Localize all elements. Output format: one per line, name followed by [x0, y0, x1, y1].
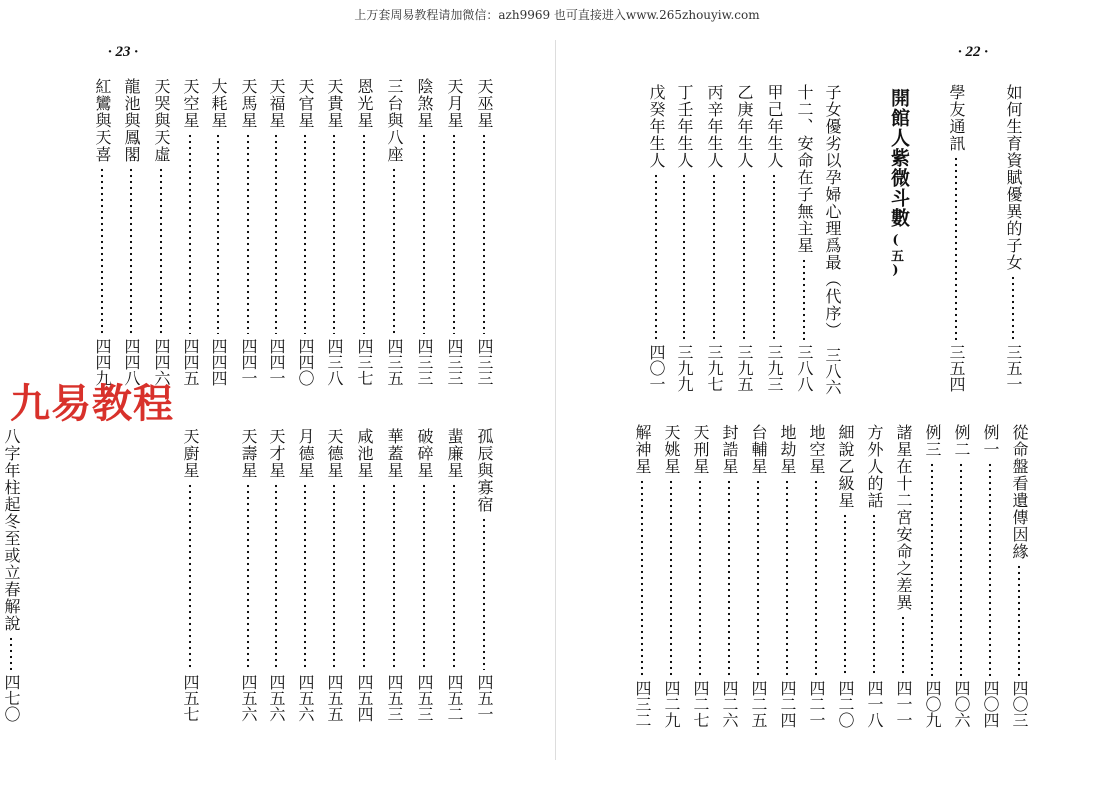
toc-leader-dots	[247, 133, 249, 334]
toc-entry-page: 三五一	[1004, 344, 1023, 392]
toc-entry-title: 地劫星	[778, 424, 797, 475]
toc-leader-dots	[713, 173, 715, 340]
toc-leader-dots	[773, 173, 775, 340]
toc-leader-dots	[786, 479, 788, 676]
toc-entry-title: 月德星	[296, 428, 315, 479]
toc-entry-title: 天官星	[296, 78, 315, 129]
toc-entry-page: 四三三	[445, 338, 464, 386]
toc-leader-dots	[902, 615, 904, 676]
toc-entry-page: 四四一	[267, 338, 286, 386]
toc-leader-dots	[275, 133, 277, 334]
toc-entry	[660, 424, 682, 728]
toc-entry-title: 台輔星	[749, 424, 768, 475]
toc-entry	[473, 78, 495, 386]
toc-entry-page: 四三七	[355, 338, 374, 386]
toc-entry	[443, 428, 465, 722]
toc-leader-dots	[393, 167, 395, 334]
toc-entry	[979, 424, 1001, 728]
toc-entry-title: 天貴星	[325, 78, 344, 129]
toc-entry	[733, 84, 755, 392]
toc-entry-page: 四四八	[122, 338, 141, 386]
toc-entry	[645, 84, 667, 392]
toc-entry	[91, 78, 113, 386]
toc-leader-dots	[699, 479, 701, 676]
toc-entry-title: 天才星	[267, 428, 286, 479]
toc-leader-dots	[803, 258, 805, 340]
toc-entry	[443, 78, 465, 386]
toc-entry	[383, 428, 405, 722]
toc-entry-page: 四〇三	[1010, 680, 1029, 728]
toc-entry-title: 天姚星	[662, 424, 681, 475]
toc-entry-title: 大耗星	[209, 78, 228, 129]
toc-entry-page: 四五二	[445, 674, 464, 722]
toc-leader-dots	[363, 133, 365, 334]
section-title	[886, 88, 914, 284]
toc-entry-title: 天馬星	[239, 78, 258, 129]
toc-entry-title: 丁壬年生人	[675, 84, 694, 169]
toc-leader-dots	[655, 173, 657, 340]
toc-entry-page: 四二六	[720, 680, 739, 728]
toc-entry-title: 華蓋星	[385, 428, 404, 479]
toc-entry-title: 恩光星	[355, 78, 374, 129]
toc-entry-title: 十二、安命在子無主星	[795, 84, 814, 254]
toc-entry	[413, 78, 435, 386]
toc-leader-dots	[483, 517, 485, 670]
toc-entry-title: 陰煞星	[415, 78, 434, 129]
toc-entry	[265, 78, 287, 386]
toc-entry	[323, 78, 345, 386]
toc-entry-page: 三八八	[795, 344, 814, 392]
toc-entry	[673, 84, 695, 392]
toc-leader-dots	[423, 133, 425, 334]
toc-entry-title: 甲己年生人	[765, 84, 784, 169]
toc-entry-page: 四三五	[385, 338, 404, 386]
toc-leader-dots	[423, 483, 425, 670]
toc-entry	[834, 424, 856, 728]
toc-entry-page: 四二四	[778, 680, 797, 728]
toc-entry-page: 四三三	[415, 338, 434, 386]
toc-entry-title: 天巫星	[475, 78, 494, 129]
toc-entry-page: 四四四	[209, 338, 228, 386]
toc-entry	[353, 78, 375, 386]
toc-entry-page: 四五一	[475, 674, 494, 722]
toc-entry-page: 三五四	[947, 344, 966, 392]
toc-leader-dots	[873, 513, 875, 676]
toc-entry-page: 三八六	[823, 347, 842, 395]
toc-entry	[703, 84, 725, 392]
toc-leader-dots	[217, 133, 219, 334]
toc-entry-title: 細說乙級星	[836, 424, 855, 509]
toc-entry	[718, 424, 740, 728]
toc-entry-page: 四五四	[355, 674, 374, 722]
toc-entry-page: 四一八	[865, 680, 884, 728]
toc-entry-title: 孤辰與寡宿	[475, 428, 494, 513]
toc-entry	[294, 78, 316, 386]
toc-leader-dots	[1018, 564, 1020, 676]
toc-entry-page: 四〇六	[952, 680, 971, 728]
toc-entry	[353, 428, 375, 722]
toc-entry-page: 四一一	[894, 680, 913, 728]
toc-entry-title: 戊癸年生人	[647, 84, 666, 169]
toc-entry	[207, 78, 229, 386]
toc-leader-dots	[363, 483, 365, 670]
toc-leader-dots	[641, 479, 643, 676]
toc-entry-title: 天空星	[181, 78, 200, 129]
toc-entry	[776, 424, 798, 728]
toc-entry-title: 例二	[952, 424, 971, 458]
toc-entry-title: 蜚廉星	[445, 428, 464, 479]
toc-leader-dots	[955, 156, 957, 340]
page-gutter	[555, 40, 556, 760]
toc-leader-dots	[670, 479, 672, 676]
toc-entry-page: 四四〇	[296, 338, 315, 386]
toc-entry	[863, 424, 885, 728]
toc-entry-page: 四四一	[239, 338, 258, 386]
toc-leader-dots	[960, 462, 962, 676]
toc-entry-page: 四二一	[807, 680, 826, 728]
toc-entry	[150, 78, 172, 386]
toc-entry-title: 天哭與天虛	[152, 78, 171, 163]
toc-entry	[413, 428, 435, 722]
toc-entry	[821, 84, 843, 395]
toc-entry	[383, 78, 405, 386]
toc-entry-page: 四二九	[662, 680, 681, 728]
toc-entry	[1008, 424, 1030, 728]
toc-entry-title: 破碎星	[415, 428, 434, 479]
toc-leader-dots	[743, 173, 745, 340]
toc-entry-page: 三九九	[675, 344, 694, 392]
toc-entry-title: 紅鸞與天喜	[93, 78, 112, 163]
toc-entry-page: 四四五	[181, 338, 200, 386]
toc-leader-dots	[333, 483, 335, 670]
toc-entry	[237, 428, 259, 722]
toc-entry-page: 三九五	[735, 344, 754, 392]
toc-leader-dots	[333, 133, 335, 334]
toc-leader-dots	[989, 462, 991, 676]
toc-entry-title: 地空星	[807, 424, 826, 475]
toc-leader-dots	[130, 167, 132, 334]
toc-leader-dots	[815, 479, 817, 676]
toc-entry	[892, 424, 914, 728]
watermark-logo: 九易教程	[10, 381, 174, 427]
toc-entry	[265, 428, 287, 722]
toc-entry-page: 四五五	[325, 674, 344, 722]
toc-entry-page: 四〇四	[981, 680, 1000, 728]
toc-leader-dots	[101, 167, 103, 334]
toc-entry	[294, 428, 316, 722]
toc-entry-page: 四〇一	[647, 344, 666, 392]
toc-entry	[473, 428, 495, 722]
section-title-main: 開館人紫微斗數	[888, 88, 910, 228]
toc-entry-title: 咸池星	[355, 428, 374, 479]
toc-entry-title: 乙庚年生人	[735, 84, 754, 169]
toc-entry	[1002, 84, 1024, 392]
toc-entry-page: 四五六	[296, 674, 315, 722]
toc-entry-page: 四三八	[325, 338, 344, 386]
toc-entry	[921, 424, 943, 728]
toc-entry-title: 天廚星	[181, 428, 200, 479]
toc-entry	[631, 424, 653, 728]
toc-entry-title: 天福星	[267, 78, 286, 129]
toc-leader-dots	[453, 133, 455, 334]
toc-entry-page: 三九七	[705, 344, 724, 392]
toc-leader-dots	[304, 133, 306, 334]
toc-entry	[323, 428, 345, 722]
toc-entry-title: 八字年柱起冬至或立春解說	[2, 428, 21, 632]
toc-entry	[0, 428, 22, 722]
toc-entry	[747, 424, 769, 728]
toc-entry	[793, 84, 815, 392]
toc-entry	[237, 78, 259, 386]
toc-entry-page: 四七〇	[2, 674, 21, 722]
toc-entry-title: 如何生育資賦優異的子女	[1004, 84, 1023, 271]
toc-leader-dots	[483, 133, 485, 334]
toc-entry-page: 四二五	[749, 680, 768, 728]
toc-entry-page: 四五七	[181, 674, 200, 722]
toc-entry-page: 四四九	[93, 338, 112, 386]
toc-entry-title: 諸星在十二宮安命之差異	[894, 424, 913, 611]
toc-entry-title: 例一	[981, 424, 1000, 458]
toc-entry-title: 三台與八座	[385, 78, 404, 163]
toc-entry-title: 方外人的話	[865, 424, 884, 509]
toc-entry-page: 四二七	[691, 680, 710, 728]
toc-leader-dots	[189, 133, 191, 334]
header-banner: 上万套周易教程请加微信：azh9969 也可直接进入www.265zhouyiw.com	[354, 8, 760, 22]
toc-leader-dots	[757, 479, 759, 676]
toc-entry-page: 四四六	[152, 338, 171, 386]
toc-entry-page: 四〇九	[923, 680, 942, 728]
toc-leader-dots	[275, 483, 277, 670]
toc-leader-dots	[10, 636, 12, 670]
toc-leader-dots	[1012, 275, 1014, 340]
toc-entry-page: 四二〇	[836, 680, 855, 728]
toc-entry-title: 天月星	[445, 78, 464, 129]
toc-leader-dots	[160, 167, 162, 334]
toc-entry-page: 四三二	[633, 680, 652, 728]
toc-entry-title: 天壽星	[239, 428, 258, 479]
toc-entry-page: 三九三	[765, 344, 784, 392]
toc-entry-title: 從命盤看遺傳因緣	[1010, 424, 1029, 560]
toc-leader-dots	[728, 479, 730, 676]
toc-entry	[179, 428, 201, 722]
toc-entry-page: 四五六	[267, 674, 286, 722]
toc-leader-dots	[931, 462, 933, 676]
toc-entry-page: 四五三	[385, 674, 404, 722]
toc-entry-title: 龍池與鳳閣	[122, 78, 141, 163]
toc-entry	[179, 78, 201, 386]
toc-entry	[120, 78, 142, 386]
toc-entry	[945, 84, 967, 392]
toc-entry-title: 天刑星	[691, 424, 710, 475]
toc-leader-dots	[393, 483, 395, 670]
toc-entry-title: 子女優劣以孕婦心理爲最（代序）	[823, 84, 842, 339]
toc-entry-page: 四三三	[475, 338, 494, 386]
toc-entry	[763, 84, 785, 392]
toc-entry	[805, 424, 827, 728]
toc-leader-dots	[304, 483, 306, 670]
toc-entry-title: 丙辛年生人	[705, 84, 724, 169]
section-title-sub: (五)	[888, 233, 903, 279]
toc-leader-dots	[683, 173, 685, 340]
toc-entry-title: 解神星	[633, 424, 652, 475]
toc-entry-title: 學友通訊	[947, 84, 966, 152]
toc-leader-dots	[247, 483, 249, 670]
right-page-number: · 22 ·	[958, 44, 988, 60]
toc-entry	[689, 424, 711, 728]
toc-entry-title: 天德星	[325, 428, 344, 479]
toc-entry-title: 例三	[923, 424, 942, 458]
toc-leader-dots	[453, 483, 455, 670]
toc-entry	[950, 424, 972, 728]
toc-entry-page: 四五六	[239, 674, 258, 722]
left-page-number: · 23 ·	[108, 44, 138, 60]
toc-entry-title: 封誥星	[720, 424, 739, 475]
toc-leader-dots	[189, 483, 191, 670]
toc-entry-page: 四五三	[415, 674, 434, 722]
toc-leader-dots	[844, 513, 846, 676]
